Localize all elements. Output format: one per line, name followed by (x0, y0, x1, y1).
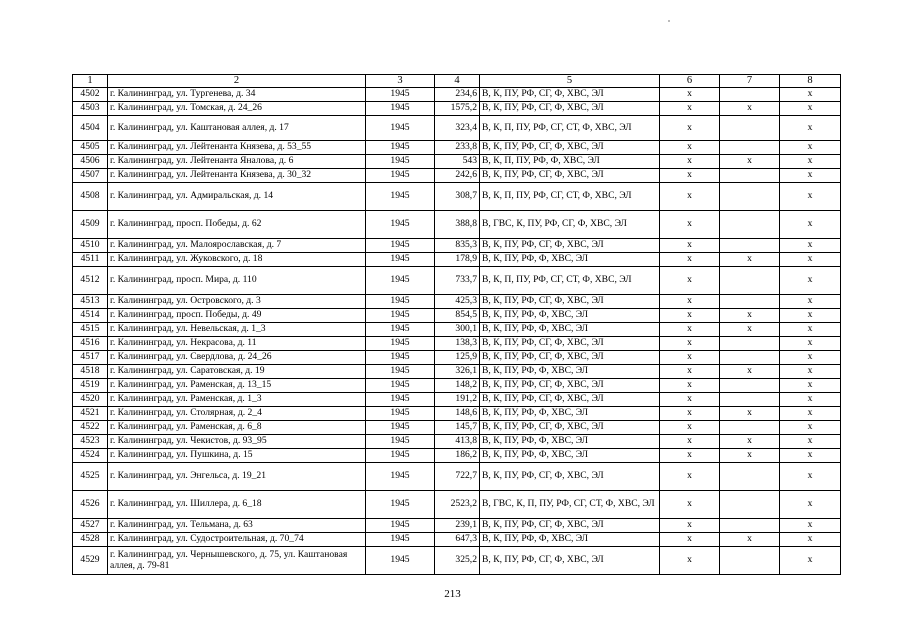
row-year: 1945 (366, 351, 435, 365)
row-mark-6: x (660, 463, 720, 491)
row-mark-8: x (780, 449, 841, 463)
row-number: 4526 (73, 491, 108, 519)
row-mark-8: x (780, 435, 841, 449)
row-year: 1945 (366, 102, 435, 116)
row-mark-6: x (660, 323, 720, 337)
row-address: г. Калининград, ул. Энгельса, д. 19_21 (108, 463, 366, 491)
row-number: 4508 (73, 183, 108, 211)
row-mark-6: x (660, 365, 720, 379)
table-row (73, 239, 841, 253)
row-mark-8: x (780, 239, 841, 253)
column-header-6: 6 (660, 75, 720, 88)
row-utilities: В, К, ПУ, РФ, Ф, ХВС, ЭЛ (480, 365, 660, 379)
row-utilities: В, К, ПУ, РФ, Ф, ХВС, ЭЛ (480, 435, 660, 449)
row-mark-8: x (780, 155, 841, 169)
row-area: 145,7 (435, 421, 480, 435)
row-mark-6: x (660, 295, 720, 309)
table-row (73, 351, 841, 365)
row-mark-8: x (780, 365, 841, 379)
row-mark-6: x (660, 102, 720, 116)
row-number: 4505 (73, 141, 108, 155)
column-header-1: 1 (73, 75, 108, 88)
row-mark-7 (720, 393, 780, 407)
row-mark-8: x (780, 295, 841, 309)
row-area: 242,6 (435, 169, 480, 183)
table-row (73, 379, 841, 393)
row-mark-7: x (720, 102, 780, 116)
row-year: 1945 (366, 393, 435, 407)
table-row (73, 116, 841, 141)
row-utilities: В, К, ПУ, РФ, СГ, Ф, ХВС, ЭЛ (480, 88, 660, 102)
row-year: 1945 (366, 239, 435, 253)
row-mark-7 (720, 141, 780, 155)
row-number: 4527 (73, 519, 108, 533)
table-row (73, 421, 841, 435)
row-mark-6: x (660, 379, 720, 393)
row-year: 1945 (366, 533, 435, 547)
row-area: 854,5 (435, 309, 480, 323)
row-year: 1945 (366, 211, 435, 239)
row-utilities: В, К, ПУ, РФ, Ф, ХВС, ЭЛ (480, 533, 660, 547)
row-mark-8: x (780, 211, 841, 239)
row-address: г. Калининград, ул. Пушкина, д. 15 (108, 449, 366, 463)
scan-speck (668, 20, 670, 22)
row-area: 325,2 (435, 547, 480, 575)
table-row (73, 102, 841, 116)
row-mark-8: x (780, 407, 841, 421)
row-mark-7 (720, 337, 780, 351)
row-utilities: В, К, ПУ, РФ, СГ, Ф, ХВС, ЭЛ (480, 239, 660, 253)
row-mark-7 (720, 295, 780, 309)
column-header-2: 2 (108, 75, 366, 88)
row-area: 125,9 (435, 351, 480, 365)
row-address: г. Калининград, ул. Лейтенанта Князева, д. 53_55 (108, 141, 366, 155)
row-mark-6: x (660, 155, 720, 169)
row-utilities: В, К, П, ПУ, РФ, СГ, СТ, Ф, ХВС, ЭЛ (480, 267, 660, 295)
row-number: 4503 (73, 102, 108, 116)
row-mark-7 (720, 88, 780, 102)
row-mark-8: x (780, 323, 841, 337)
row-year: 1945 (366, 141, 435, 155)
row-year: 1945 (366, 295, 435, 309)
row-mark-7 (720, 547, 780, 575)
row-number: 4523 (73, 435, 108, 449)
row-area: 239,1 (435, 519, 480, 533)
row-area: 835,3 (435, 239, 480, 253)
row-number: 4518 (73, 365, 108, 379)
row-utilities: В, К, ПУ, РФ, СГ, Ф, ХВС, ЭЛ (480, 463, 660, 491)
row-area: 413,8 (435, 435, 480, 449)
row-utilities: В, К, ПУ, РФ, СГ, Ф, ХВС, ЭЛ (480, 141, 660, 155)
row-mark-6: x (660, 211, 720, 239)
row-year: 1945 (366, 309, 435, 323)
row-address: г. Калининград, ул. Столярная, д. 2_4 (108, 407, 366, 421)
row-address: г. Калининград, ул. Адмиральская, д. 14 (108, 183, 366, 211)
row-address: г. Калининград, ул. Жуковского, д. 18 (108, 253, 366, 267)
row-area: 323,4 (435, 116, 480, 141)
table-row (73, 337, 841, 351)
row-mark-6: x (660, 519, 720, 533)
row-area: 1575,2 (435, 102, 480, 116)
row-year: 1945 (366, 449, 435, 463)
row-mark-6: x (660, 253, 720, 267)
row-number: 4512 (73, 267, 108, 295)
row-mark-6: x (660, 239, 720, 253)
row-number: 4528 (73, 533, 108, 547)
row-address: г. Калининград, ул. Тельмана, д. 63 (108, 519, 366, 533)
table-row (73, 253, 841, 267)
row-utilities: В, К, П, ПУ, РФ, Ф, ХВС, ЭЛ (480, 155, 660, 169)
row-number: 4519 (73, 379, 108, 393)
row-mark-8: x (780, 463, 841, 491)
row-mark-7 (720, 116, 780, 141)
row-address: г. Калининград, ул. Судостроительная, д. 70_74 (108, 533, 366, 547)
row-mark-6: x (660, 435, 720, 449)
row-utilities: В, К, П, ПУ, РФ, СГ, СТ, Ф, ХВС, ЭЛ (480, 183, 660, 211)
row-mark-6: x (660, 533, 720, 547)
row-mark-7 (720, 351, 780, 365)
row-utilities: В, К, ПУ, РФ, СГ, Ф, ХВС, ЭЛ (480, 295, 660, 309)
column-header-4: 4 (435, 75, 480, 88)
table-row (73, 435, 841, 449)
row-address: г. Калининград, просп. Победы, д. 49 (108, 309, 366, 323)
row-address: г. Калининград, ул. Раменская, д. 13_15 (108, 379, 366, 393)
row-year: 1945 (366, 169, 435, 183)
table-row (73, 88, 841, 102)
row-utilities: В, К, ПУ, РФ, Ф, ХВС, ЭЛ (480, 407, 660, 421)
column-header-8: 8 (780, 75, 841, 88)
row-area: 722,7 (435, 463, 480, 491)
row-address: г. Калининград, ул. Чекистов, д. 93_95 (108, 435, 366, 449)
row-mark-7 (720, 379, 780, 393)
row-mark-8: x (780, 393, 841, 407)
row-year: 1945 (366, 323, 435, 337)
table-row (73, 323, 841, 337)
row-address: г. Калининград, просп. Мира, д. 110 (108, 267, 366, 295)
row-area: 234,6 (435, 88, 480, 102)
row-mark-7: x (720, 309, 780, 323)
row-area: 233,8 (435, 141, 480, 155)
row-year: 1945 (366, 253, 435, 267)
row-area: 300,1 (435, 323, 480, 337)
row-area: 425,3 (435, 295, 480, 309)
row-area: 148,2 (435, 379, 480, 393)
table-row (73, 393, 841, 407)
row-utilities: В, К, ПУ, РФ, СГ, Ф, ХВС, ЭЛ (480, 421, 660, 435)
row-mark-7: x (720, 449, 780, 463)
row-mark-6: x (660, 141, 720, 155)
row-number: 4522 (73, 421, 108, 435)
row-mark-8: x (780, 379, 841, 393)
row-utilities: В, К, ПУ, РФ, Ф, ХВС, ЭЛ (480, 309, 660, 323)
row-mark-8: x (780, 102, 841, 116)
row-utilities: В, К, ПУ, РФ, СГ, Ф, ХВС, ЭЛ (480, 337, 660, 351)
row-year: 1945 (366, 267, 435, 295)
row-year: 1945 (366, 491, 435, 519)
row-year: 1945 (366, 155, 435, 169)
row-address: г. Калининград, ул. Саратовская, д. 19 (108, 365, 366, 379)
row-utilities: В, К, ПУ, РФ, СГ, Ф, ХВС, ЭЛ (480, 519, 660, 533)
row-mark-8: x (780, 337, 841, 351)
row-mark-8: x (780, 309, 841, 323)
row-area: 148,6 (435, 407, 480, 421)
row-mark-8: x (780, 421, 841, 435)
row-year: 1945 (366, 337, 435, 351)
table-row (73, 463, 841, 491)
table-body (73, 88, 841, 575)
table-row (73, 267, 841, 295)
row-mark-7: x (720, 253, 780, 267)
row-mark-7 (720, 519, 780, 533)
row-mark-6: x (660, 88, 720, 102)
row-number: 4517 (73, 351, 108, 365)
row-mark-7 (720, 463, 780, 491)
table-row (73, 491, 841, 519)
row-year: 1945 (366, 379, 435, 393)
row-number: 4525 (73, 463, 108, 491)
row-mark-8: x (780, 533, 841, 547)
row-area: 647,3 (435, 533, 480, 547)
row-area: 733,7 (435, 267, 480, 295)
row-mark-8: x (780, 547, 841, 575)
row-area: 191,2 (435, 393, 480, 407)
row-mark-6: x (660, 337, 720, 351)
row-mark-6: x (660, 449, 720, 463)
table-row (73, 519, 841, 533)
row-year: 1945 (366, 435, 435, 449)
table-row (73, 169, 841, 183)
row-number: 4513 (73, 295, 108, 309)
row-mark-7 (720, 183, 780, 211)
row-area: 178,9 (435, 253, 480, 267)
row-mark-7 (720, 267, 780, 295)
row-number: 4514 (73, 309, 108, 323)
row-mark-6: x (660, 491, 720, 519)
row-address: г. Калининград, просп. Победы, д. 62 (108, 211, 366, 239)
row-mark-8: x (780, 519, 841, 533)
row-number: 4502 (73, 88, 108, 102)
page-number: 213 (444, 588, 461, 600)
row-mark-6: x (660, 183, 720, 211)
row-mark-6: x (660, 407, 720, 421)
row-number: 4524 (73, 449, 108, 463)
table-row (73, 295, 841, 309)
row-year: 1945 (366, 407, 435, 421)
row-mark-7 (720, 491, 780, 519)
table-row (73, 309, 841, 323)
row-mark-7: x (720, 407, 780, 421)
row-address: г. Калининград, ул. Тургенева, д. 34 (108, 88, 366, 102)
row-mark-6: x (660, 169, 720, 183)
table-row (73, 547, 841, 575)
row-utilities: В, К, ПУ, РФ, СГ, Ф, ХВС, ЭЛ (480, 547, 660, 575)
row-address: г. Калининград, ул. Раменская, д. 1_3 (108, 393, 366, 407)
row-area: 308,7 (435, 183, 480, 211)
column-header-5: 5 (480, 75, 660, 88)
row-address: г. Калининград, ул. Чернышевского, д. 75, ул. Каштановая аллея, д. 79-81 (108, 547, 366, 575)
row-mark-7 (720, 169, 780, 183)
row-utilities: В, ГВС, К, ПУ, РФ, СГ, Ф, ХВС, ЭЛ (480, 211, 660, 239)
row-number: 4529 (73, 547, 108, 575)
row-mark-7: x (720, 155, 780, 169)
row-mark-6: x (660, 309, 720, 323)
row-area: 2523,2 (435, 491, 480, 519)
row-address: г. Калининград, ул. Невельская, д. 1_3 (108, 323, 366, 337)
row-address: г. Калининград, ул. Томская, д. 24_26 (108, 102, 366, 116)
row-address: г. Калининград, ул. Свердлова, д. 24_26 (108, 351, 366, 365)
row-year: 1945 (366, 421, 435, 435)
row-mark-7: x (720, 365, 780, 379)
row-year: 1945 (366, 116, 435, 141)
table-row (73, 365, 841, 379)
row-number: 4506 (73, 155, 108, 169)
row-year: 1945 (366, 183, 435, 211)
row-mark-8: x (780, 141, 841, 155)
column-header-3: 3 (366, 75, 435, 88)
row-number: 4507 (73, 169, 108, 183)
row-address: г. Калининград, ул. Лейтенанта Яналова, д. 6 (108, 155, 366, 169)
row-mark-6: x (660, 393, 720, 407)
table-row (73, 141, 841, 155)
row-number: 4515 (73, 323, 108, 337)
row-mark-7: x (720, 435, 780, 449)
row-utilities: В, К, ПУ, РФ, СГ, Ф, ХВС, ЭЛ (480, 351, 660, 365)
row-address: г. Калининград, ул. Шиллера, д. 6_18 (108, 491, 366, 519)
row-number: 4516 (73, 337, 108, 351)
table-row (73, 211, 841, 239)
row-number: 4509 (73, 211, 108, 239)
row-year: 1945 (366, 365, 435, 379)
table-row (73, 155, 841, 169)
row-mark-7 (720, 211, 780, 239)
row-address: г. Калининград, ул. Некрасова, д. 11 (108, 337, 366, 351)
row-area: 138,3 (435, 337, 480, 351)
row-mark-6: x (660, 421, 720, 435)
row-mark-7: x (720, 533, 780, 547)
row-mark-8: x (780, 491, 841, 519)
row-mark-6: x (660, 547, 720, 575)
row-year: 1945 (366, 463, 435, 491)
row-mark-8: x (780, 253, 841, 267)
row-mark-8: x (780, 267, 841, 295)
table-row (73, 407, 841, 421)
row-utilities: В, ГВС, К, П, ПУ, РФ, СГ, СТ, Ф, ХВС, ЭЛ (480, 491, 660, 519)
row-area: 326,1 (435, 365, 480, 379)
row-mark-6: x (660, 351, 720, 365)
row-number: 4511 (73, 253, 108, 267)
row-utilities: В, К, П, ПУ, РФ, СГ, СТ, Ф, ХВС, ЭЛ (480, 116, 660, 141)
row-mark-8: x (780, 169, 841, 183)
row-address: г. Калининград, ул. Малоярославская, д. 7 (108, 239, 366, 253)
row-utilities: В, К, ПУ, РФ, Ф, ХВС, ЭЛ (480, 323, 660, 337)
row-address: г. Калининград, ул. Лейтенанта Князева, д. 30_32 (108, 169, 366, 183)
table-row (73, 449, 841, 463)
row-year: 1945 (366, 547, 435, 575)
row-mark-7 (720, 239, 780, 253)
row-address: г. Калининград, ул. Раменская, д. 6_8 (108, 421, 366, 435)
row-number: 4520 (73, 393, 108, 407)
row-mark-8: x (780, 116, 841, 141)
row-address: г. Калининград, ул. Каштановая аллея, д. 17 (108, 116, 366, 141)
row-number: 4521 (73, 407, 108, 421)
column-header-7: 7 (720, 75, 780, 88)
row-utilities: В, К, ПУ, РФ, СГ, Ф, ХВС, ЭЛ (480, 379, 660, 393)
column-number-row (73, 75, 841, 88)
row-utilities: В, К, ПУ, РФ, СГ, Ф, ХВС, ЭЛ (480, 393, 660, 407)
row-year: 1945 (366, 519, 435, 533)
row-mark-6: x (660, 267, 720, 295)
row-utilities: В, К, ПУ, РФ, СГ, Ф, ХВС, ЭЛ (480, 169, 660, 183)
row-area: 186,2 (435, 449, 480, 463)
row-mark-7 (720, 421, 780, 435)
row-address: г. Калининград, ул. Островского, д. 3 (108, 295, 366, 309)
row-mark-8: x (780, 88, 841, 102)
row-mark-8: x (780, 183, 841, 211)
row-utilities: В, К, ПУ, РФ, СГ, Ф, ХВС, ЭЛ (480, 102, 660, 116)
row-mark-6: x (660, 116, 720, 141)
table-row (73, 183, 841, 211)
row-mark-7: x (720, 323, 780, 337)
row-utilities: В, К, ПУ, РФ, Ф, ХВС, ЭЛ (480, 253, 660, 267)
housing-registry-table (72, 74, 841, 575)
row-utilities: В, К, ПУ, РФ, Ф, ХВС, ЭЛ (480, 449, 660, 463)
row-area: 543 (435, 155, 480, 169)
row-area: 388,8 (435, 211, 480, 239)
row-mark-8: x (780, 351, 841, 365)
row-number: 4504 (73, 116, 108, 141)
table-row (73, 533, 841, 547)
row-year: 1945 (366, 88, 435, 102)
row-number: 4510 (73, 239, 108, 253)
